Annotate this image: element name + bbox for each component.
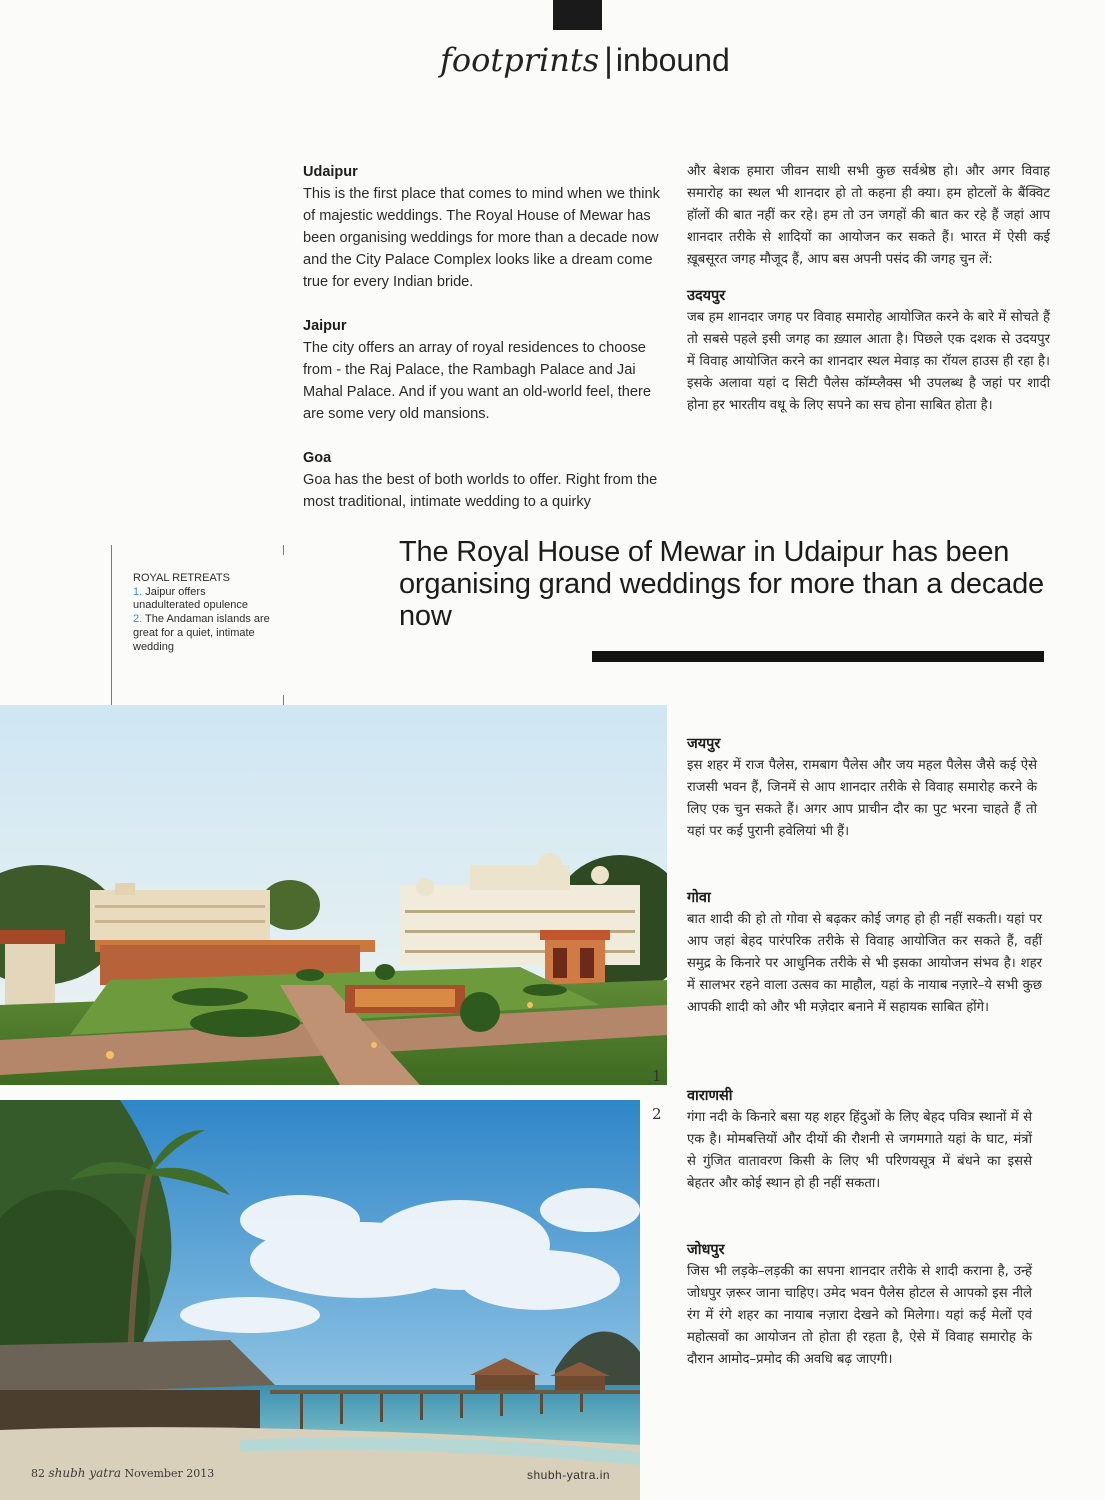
english-section-jaipur [303, 315, 673, 425]
photo-number-1: 1 [652, 1067, 662, 1085]
palace-garden-illustration [0, 705, 667, 1085]
english-section-udaipur [303, 161, 673, 293]
beach-photo [0, 1100, 640, 1500]
hindi-section-goa [687, 887, 1042, 1019]
hindi-intro-text: और बेशक हमारा जीवन साथी सभी कुछ सर्वश्रेष्ठ हो। और अगर विवाह समारोह का स्थल भी शानदार हो तो कहना ही क्या। हम होटलों के बैंक्विट हॉलों की बात नहीं कर रहे। हम तो उन जगहों की बात कर रहे हैं जहां आप शानदार तरीके से शादियों का आयोजन कर सकते हैं। भारत में ऐसी कई ख़ूबसूरत जगह मौजूद हैं, आप बस अपनी पसंद की जगह चुन लें: [687, 164, 1050, 267]
hindi-heading: जयपुर [687, 736, 721, 752]
magazine-brand: shubh yatra [48, 1466, 121, 1480]
caption-rule-right [283, 545, 284, 555]
hindi-body-udaipur: जब हम शानदार जगह पर विवाह समारोह आयोजित करने के बारे में सोचते हैं तो सबसे पहले इसी जगह का ख़्याल आता है। पिछले एक दशक से उदयपुर में विवाह आयोजित करने का शानदार स्थल मेवाड़ का रॉयल हाउस ही रहा है। इसके अलावा यहां द सिटी पैलेस कॉम्प्लैक्स भी उपलब्ध है जहां पर शादी होना हर भारतीय वधू के लिए सपने का सच होना साबित होता है। [687, 310, 1050, 413]
photo-caption [133, 572, 273, 654]
hindi-body: बात शादी की हो तो गोवा से बढ़कर कोई जगह हो ही नहीं सकती। यहां पर आप जहां बेहद पारंपरिक तरीके से विवाह आयोजित कर सकते हैं, वहीं समुद्र के किनारे पर आधुनिक तरीके से भी इसका आयोजन संभव है। शहर में सालभर रहने वाला उत्सव का माहौल, यहां के नायाब नज़ारे–ये सभी कुछ आपकी शादी को और भी मज़ेदार बनाने में सहायक साबित होंगे। [687, 912, 1042, 1015]
website-url: shubh-yatra.in [527, 1468, 611, 1482]
caption-text: Jaipur offers unadulterated opulence [133, 585, 248, 612]
photo-number-2: 2 [652, 1105, 662, 1123]
hindi-body: इस शहर में राज पैलेस, रामबाग पैलेस और जय महल पैलेस जैसे कई ऐसे राजसी भवन हैं, जिनमें से आप शानदार तरीके से विवाह समारोह करने के लिए एक चुन सकते हैं। अगर आप प्राचीन दौर का पुट भरना चाहते हैं तो यहां पर कई पुरानी हवेलियां भी हैं। [687, 758, 1037, 839]
english-section-goa [303, 447, 673, 513]
pull-quote-rule [592, 651, 1044, 662]
caption-text: The Andaman islands are great for a quiet, intimate wedding [133, 613, 270, 653]
hindi-intro-column [687, 161, 1050, 417]
caption-item [133, 613, 273, 654]
caption-number: 1. [133, 585, 143, 598]
section-heading: Goa [303, 450, 332, 466]
hindi-heading: जोधपुर [687, 1242, 725, 1258]
hindi-heading: गोवा [687, 890, 711, 906]
pull-quote: The Royal House of Mewar in Udaipur has been organising grand weddings for more than a decade now [399, 536, 1044, 632]
beach-illustration [0, 1100, 640, 1500]
header-separator: | [603, 41, 614, 79]
section-body: This is the first place that comes to mind when we think of majestic weddings. The Royal House of Mewar has been organising weddings for more than a decade now and the City Palace Complex looks like a dream come true for every Indian bride. [303, 186, 660, 290]
page-corner-tab [553, 0, 602, 30]
hindi-body: जिस भी लड़के–लड़की का सपना शानदार तरीके से शादी कराना है, उन्हें जोधपुर ज़रूर जाना चाहिए। उमेद भवन पैलेस होटल से आपको इस नीले रंग में रंगे शहर का नायाब नज़ारा देखने को मिलेगा। यहां कई मेलों एवं महोत्सवों का आयोजन तो होता ही रहता है, ऐसे में विवाह समारोह के दौरान आमोद–प्रमोद की अवधि बढ़ जाएगी। [687, 1264, 1032, 1367]
page-footer [31, 1466, 214, 1480]
section-body: Goa has the best of both worlds to offer. Right from the most traditional, intimate wedding to a quirky [303, 472, 658, 510]
page-number: 82 [31, 1467, 45, 1480]
palace-garden-photo [0, 705, 667, 1085]
hindi-section-jaipur [687, 733, 1037, 843]
section-heading: Jaipur [303, 318, 347, 334]
caption-item [133, 586, 273, 613]
section-body: The city offers an array of royal residences to choose from - the Raj Palace, the Rambagh Palace and Jai Mahal Palace. And if you want an old-world feel, there are some very old mansions. [303, 340, 652, 422]
hindi-section-jodhpur [687, 1239, 1032, 1371]
hindi-section-varanasi [687, 1085, 1032, 1195]
section-heading: Udaipur [303, 164, 358, 180]
subsection-name: inbound [615, 42, 730, 78]
hindi-heading-udaipur: उदयपुर [687, 288, 726, 304]
hindi-heading: वाराणसी [687, 1088, 733, 1104]
hindi-body: गंगा नदी के किनारे बसा यह शहर हिंदुओं के लिए बेहद पवित्र स्थानों में से एक है। मोमबत्तियों और दीयों की रौशनी से जगमगाते यहां के घाट, मंत्रों से गुंजित वातावरण किसी के लिए भी परिणयसूत्र में बंधने का इससे बेहतर और कोई स्थान हो ही नहीं सकता। [687, 1110, 1032, 1191]
section-header [440, 40, 730, 80]
caption-number: 2. [133, 613, 143, 626]
caption-title: ROYAL RETREATS [133, 572, 230, 584]
caption-rule-left [111, 545, 112, 710]
section-name: footprints [440, 41, 600, 79]
issue-date: November 2013 [124, 1467, 215, 1480]
